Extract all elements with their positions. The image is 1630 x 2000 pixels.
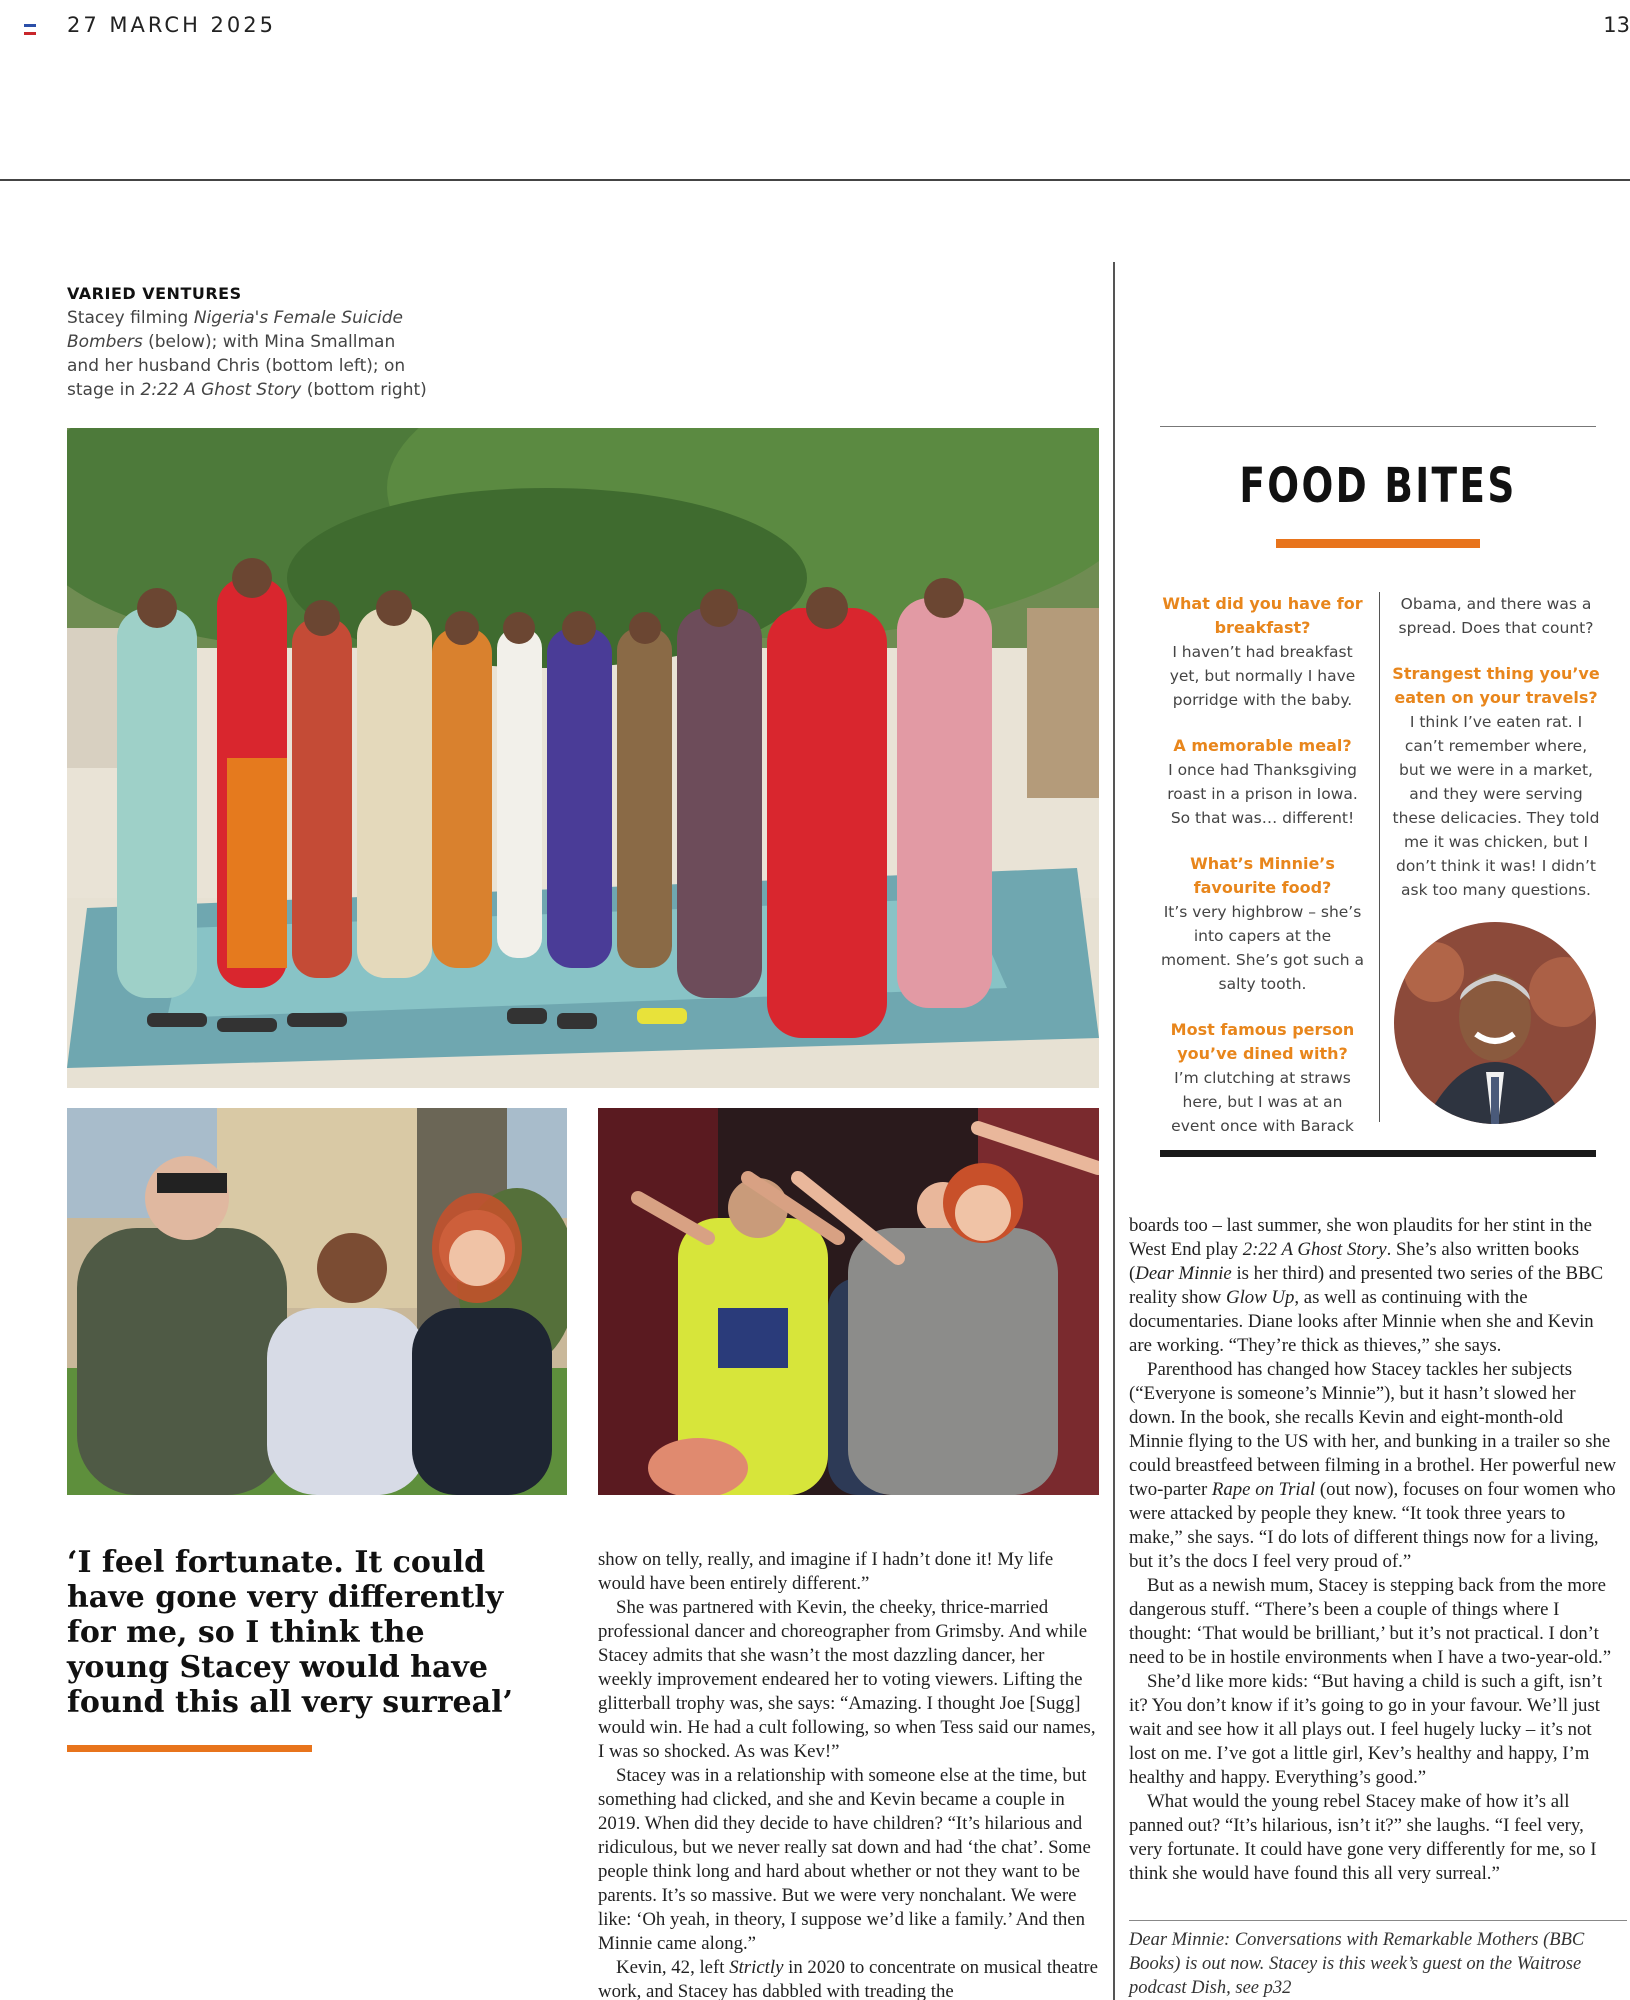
answer: I’m clutching at straws here, but I was at an event once with Barack bbox=[1171, 1069, 1354, 1135]
pull-quote-rule bbox=[67, 1745, 312, 1752]
body-column-3 bbox=[1129, 1214, 1619, 1886]
answer: I haven’t had breakfast yet, but normally I have porridge with the baby. bbox=[1169, 643, 1356, 709]
food-bites-bottom-rule bbox=[1160, 1150, 1596, 1157]
food-bites-accent-bar bbox=[1276, 539, 1480, 548]
pull-quote: ‘I feel fortunate. It could have gone very differently for me, so I think the young Stacey would have found this all very surreal’ bbox=[67, 1545, 513, 1720]
paragraph: She’d like more kids: “But having a child is such a gift, isn’t it? You don’t know if it’s going to go in your favour. We’ll just wait and see how it all plays out. I feel hugely lucky – it’s not lost on me. I’ve got a little girl, Kev’s healthy and happy, I’m healthy and happy. Everything’s good.” bbox=[1129, 1671, 1603, 1788]
paragraph: What would the young rebel Stacey make of how it’s all panned out? “It’s hilarious, isn’t it?” she laughs. “I feel very, very fortunate. It could have gone very differently for me, so I think she would have found this all very surreal.” bbox=[1129, 1791, 1597, 1884]
body-column-2 bbox=[598, 1548, 1098, 2000]
paragraph: But as a newish mum, Stacey is stepping back from the more dangerous stuff. “There’s been a couple of things where I thought: ‘That would be brilliant,’ but it’s not practical. I don’t need to be in hostile environments when I have a two-year-old.” bbox=[1129, 1575, 1612, 1668]
question: What’s Minnie’s favourite food? bbox=[1190, 854, 1335, 897]
answer: I think I’ve eaten rat. I can’t remember where, but we were in a market, and they were serving these delicacies. They told me it was chicken, but I don’t think it was! I didn’t ask too many questions. bbox=[1392, 713, 1600, 899]
caption-title: VARIED VENTURES bbox=[67, 284, 242, 303]
paragraph: Stacey was in a relationship with someone else at the time, but something had clicked, and she and Kevin became a couple in 2019. When did they decide to have children? “It’s hilarious and ridiculous, but we never really sat down and had ‘the chat’. Some people think long and hard about whether or not they want to be parents. It’s so massive. But we were very nonchalant. We were like: ‘Oh yeah, in theory, I suppose we’d like a family.’ And then Minnie came along.” bbox=[598, 1765, 1091, 1954]
credit-divider bbox=[1129, 1920, 1627, 1921]
food-bites-right-column bbox=[1392, 592, 1600, 924]
food-bites-left-column bbox=[1160, 592, 1365, 1160]
page-number: 13 bbox=[1603, 13, 1630, 37]
edition-flag-icon bbox=[24, 24, 36, 34]
food-bites-title: FOOD BITES bbox=[1239, 458, 1517, 514]
food-bites-top-rule bbox=[1160, 426, 1596, 427]
paragraph: She was partnered with Kevin, the cheeky, thrice-married professional dancer and choreographer from Grimsby. And while Stacey admits that she wasn’t the most dazzling dancer, her weekly improvement endeared her to voting viewers. Lifting the glitterball trophy was, she says: “Amazing. I thought Joe [Sugg] would win. He had a cult following, so when Tess said our names, I was so shocked. As was Kev!” bbox=[598, 1597, 1096, 1762]
paragraph: show on telly, really, and imagine if I hadn’t done it! My life would have been entirely different.” bbox=[598, 1549, 1054, 1594]
stage-photo bbox=[598, 1108, 1099, 1495]
header-divider bbox=[0, 179, 1630, 181]
question: What did you have for breakfast? bbox=[1162, 594, 1363, 637]
paragraph: boards too – last summer, she won plaudits for her stint in the West End play 2:22 A Ghost Story. She’s also written books (Dear Minnie is her third) and presented two series of the BBC reality show Glow Up, as well as continuing with the documentaries. Diane looks after Minnie when she and Kevin are working. “They’re thick as thieves,” she says. bbox=[1129, 1215, 1604, 1356]
question: Strangest thing you’ve eaten on your travels? bbox=[1392, 664, 1600, 707]
obama-portrait bbox=[1394, 922, 1596, 1124]
question: A memorable meal? bbox=[1173, 736, 1352, 755]
food-bites-divider bbox=[1379, 592, 1380, 1122]
column-divider bbox=[1113, 262, 1115, 2000]
question: Most famous person you’ve dined with? bbox=[1170, 1020, 1355, 1063]
book-credit: Dear Minnie: Conversations with Remarkable Mothers (BBC Books) is out now. Stacey is this week’s guest on the Waitrose podcast Dish, see p32 bbox=[1129, 1930, 1585, 1998]
group-photo bbox=[67, 428, 1099, 1088]
answer: I once had Thanksgiving roast in a prison in Iowa. So that was… different! bbox=[1167, 761, 1358, 827]
answer: Obama, and there was a spread. Does that count? bbox=[1398, 595, 1594, 637]
paragraph: Kevin, 42, left Strictly in 2020 to concentrate on musical theatre work, and Stacey has dabbled with treading the bbox=[598, 1957, 1098, 2000]
paragraph: Parenthood has changed how Stacey tackles her subjects (“Everyone is someone’s Minnie”), but it hasn’t slowed her down. In the book, she recalls Kevin and eight-month-old Minnie flying to the US with her, and bunking in a trailer so she could breastfeed between filming in a brothel. Her powerful new two-parter Rape on Trial (out now), focuses on four women who were attacked by people they knew. “It took three years to make,” she says. “I do lots of different things now for a living, but it’s the docs I feel very proud of.” bbox=[1129, 1359, 1617, 1572]
issue-date: 27 MARCH 2025 bbox=[67, 13, 276, 37]
smallman-photo bbox=[67, 1108, 567, 1495]
answer: It’s very highbrow – she’s into capers at the moment. She’s got such a salty tooth. bbox=[1160, 903, 1365, 993]
caption-text: Stacey filming Nigeria's Female Suicide Bombers (below); with Mina Smallman and her husband Chris (bottom left); on stage in 2:22 A Ghost Story (bottom right) bbox=[67, 308, 427, 400]
